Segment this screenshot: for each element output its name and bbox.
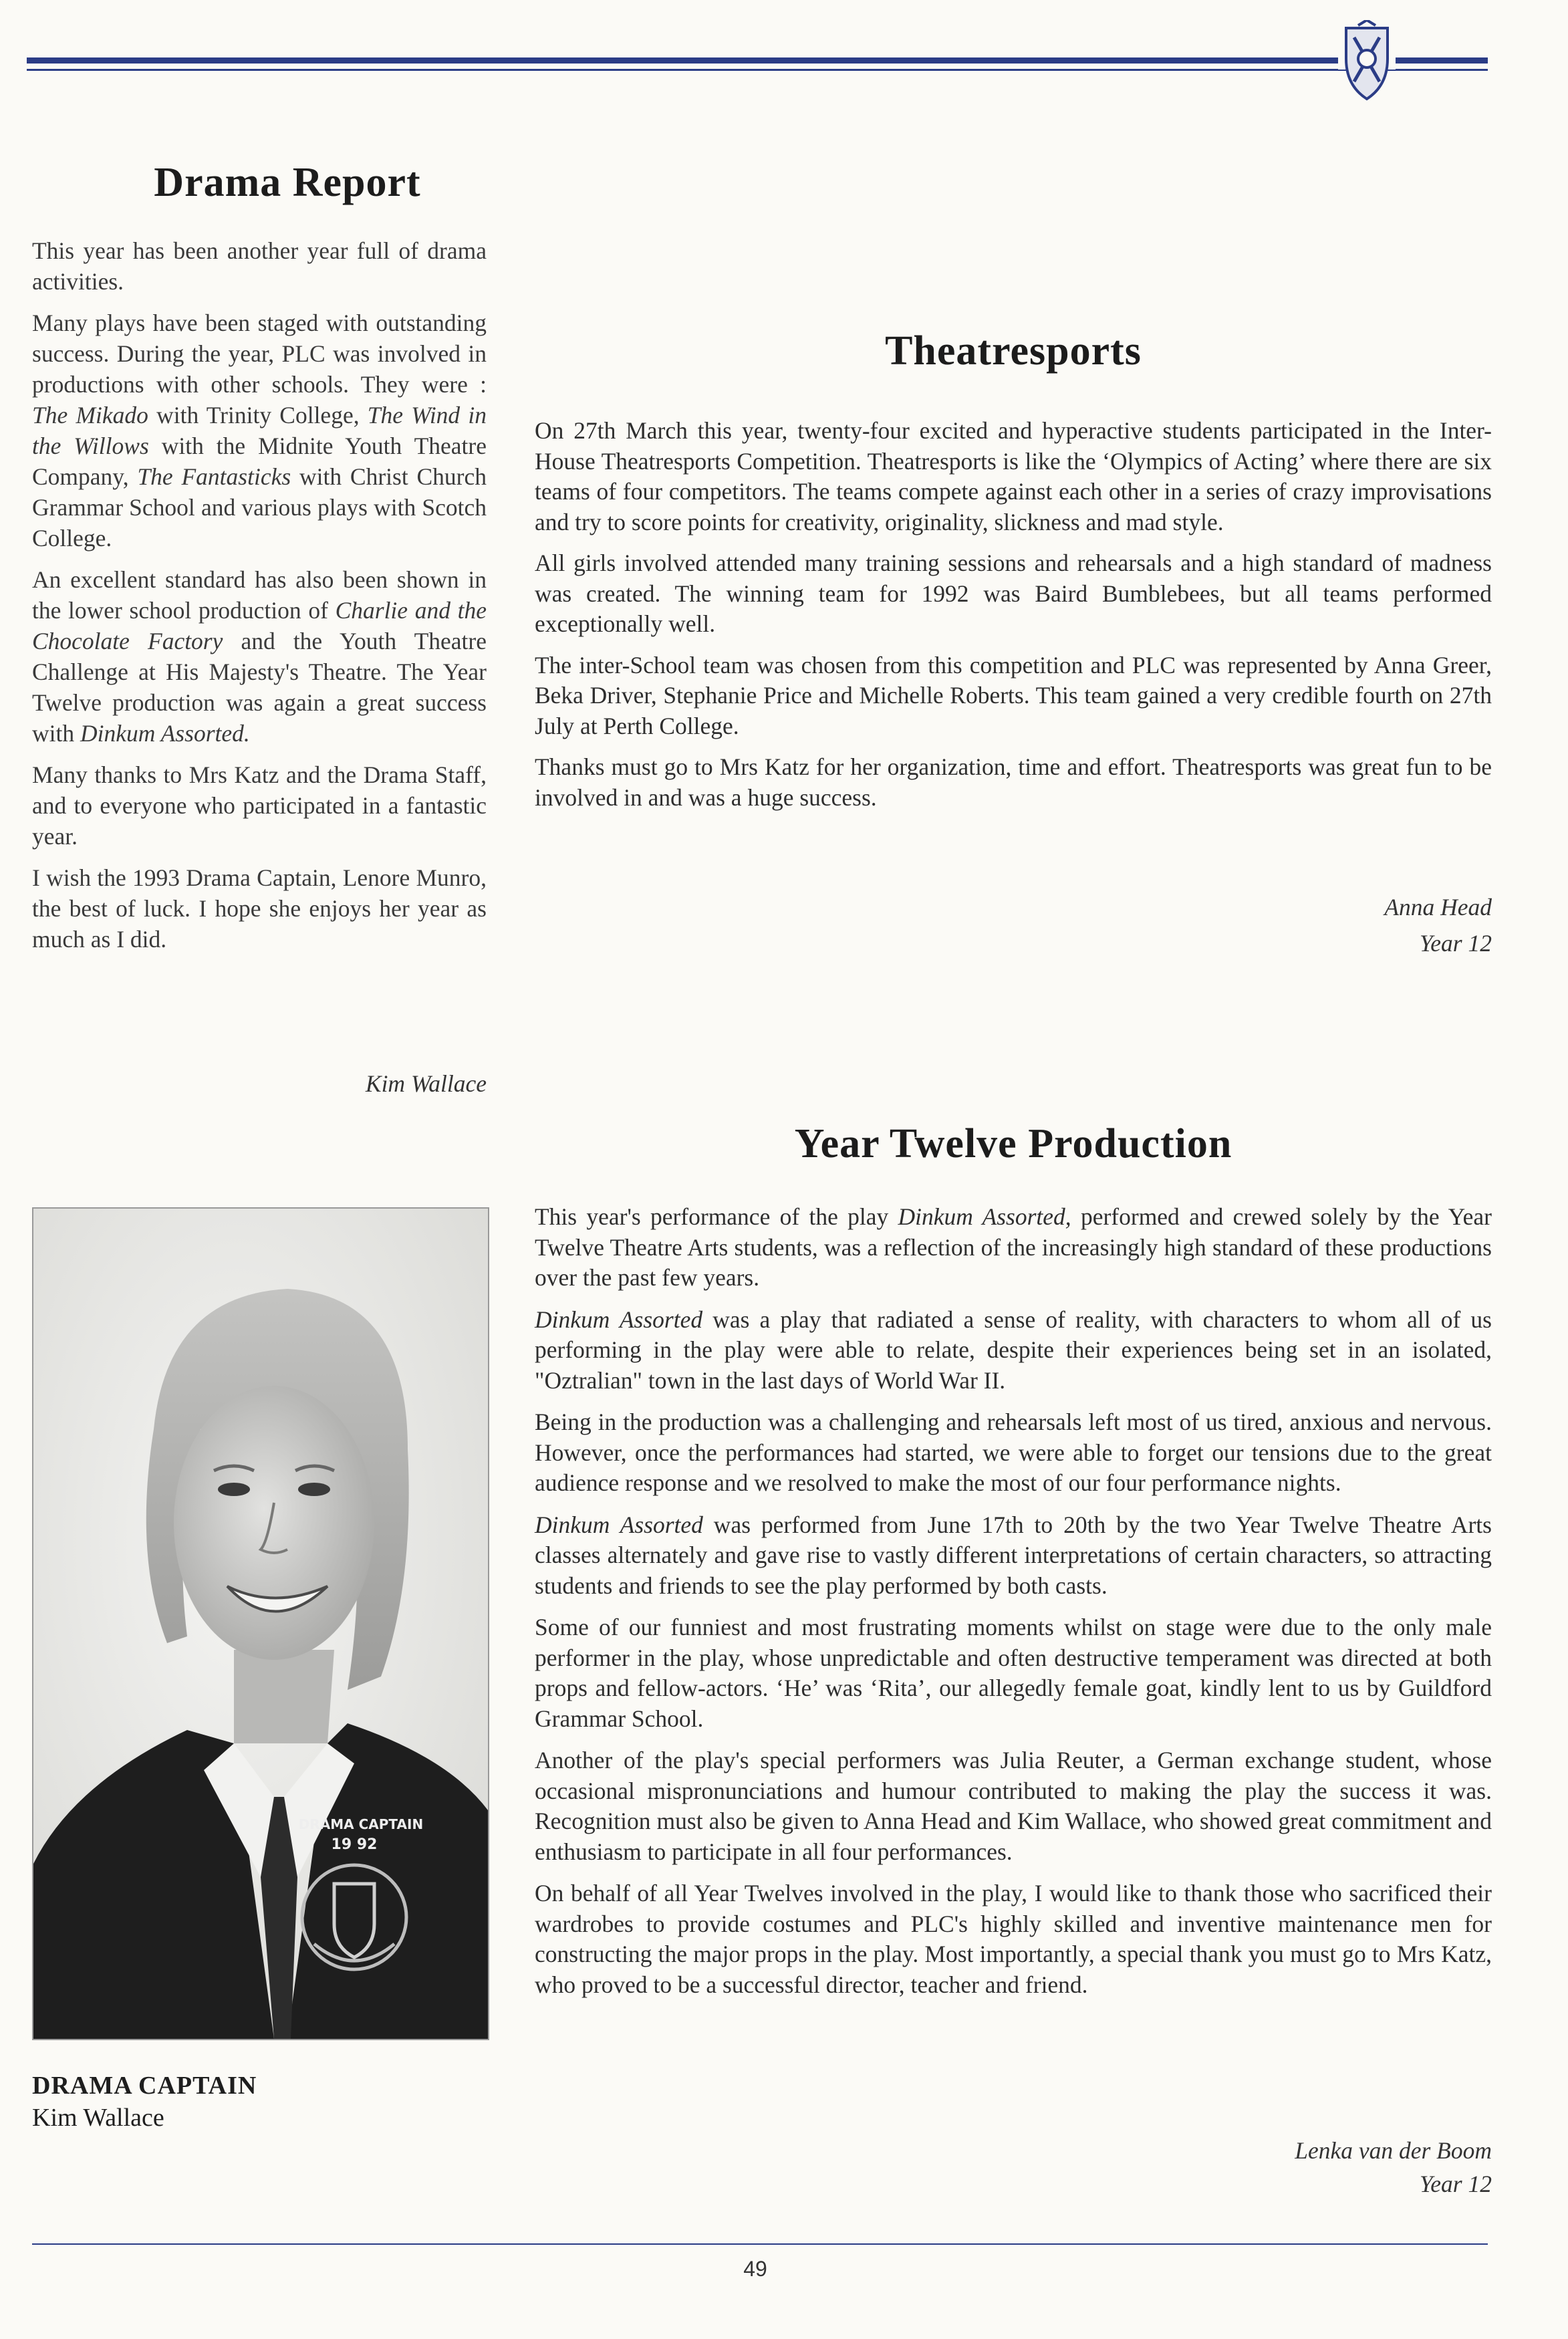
theatresports-author: Anna Head: [1384, 894, 1492, 920]
paragraph: This year's performance of the play Dinkum Assorted, performed and crewed solely by the Year Twelve Theatre Arts students, was a reflection of the increasingly high standard of these productions over the past few years.: [535, 1203, 1492, 1291]
paragraph: An excellent standard has also been shown in the lower school production of Charlie and the Chocolate Factory and the Youth Theatre Challenge at His Majesty's Theatre. The Year Twelve production was again a great success with Dinkum Assorted.: [32, 566, 487, 747]
paragraph: Dinkum Assorted was a play that radiated a sense of reality, with characters to whom all of us performing in the play were able to relate, despite their experiences being set in an isolated, "Oztralian" town in the last days of World War II.: [535, 1306, 1492, 1394]
header-rule-thick: [27, 57, 1488, 64]
paragraph: All girls involved attended many training sessions and rehearsals and a high standard of madness was created. The winning team for 1992 was Baird Bumblebees, but all teams performed exceptionally well.: [535, 549, 1492, 637]
year-twelve-signature: [1136, 2134, 1492, 2201]
year-twelve-author: Lenka van der Boom: [1295, 2137, 1492, 2164]
header-rule-thin: [27, 69, 1488, 71]
drama-report-body: [32, 235, 487, 965]
paragraph: Many thanks to Mrs Katz and the Drama Staff, and to everyone who participated in a fantastic year.: [32, 761, 487, 850]
paragraph: This year has been another year full of drama activities.: [32, 237, 487, 295]
paragraph: Many plays have been staged with outstanding success. During the year, PLC was involved in productions with other schools. They were : The Mikado with Trinity College, The Wind in the Willows with the Midnite Youth Theatre Company, The Fantasticks with Christ Church Grammar School and various plays with Scotch College.: [32, 310, 487, 551]
year-twelve-body: [535, 1202, 1492, 2011]
paragraph: I wish the 1993 Drama Captain, Lenore Munro, the best of luck. I hope she enjoys her year as much as I did.: [32, 864, 487, 953]
paragraph: Some of our funniest and most frustrating moments whilst on stage were due to the only male performer in the play, whose unpredictable and often destructive temperament was directed at both props and fellow-actors. ‘He’ was ‘Rita’, our allegedly female goat, kindly lent to us by Guildford Grammar School.: [535, 1614, 1492, 1732]
page-number: 49: [743, 2257, 767, 2281]
blazer-badge-line1: DRAMA CAPTAIN: [298, 1816, 424, 1832]
caption-name: Kim Wallace: [32, 2104, 164, 2132]
year-twelve-author-year: Year 12: [1419, 2171, 1492, 2197]
paragraph: Being in the production was a challenging and rehearsals left most of us tired, anxious and nervous. However, once the performances had started, we were able to forget our tensions due to the great audience response and we resolved to make the most of our four performance nights.: [535, 1408, 1492, 1496]
footer-rule: [32, 2243, 1488, 2245]
caption-title: DRAMA CAPTAIN: [32, 2072, 257, 2100]
paragraph: Dinkum Assorted was performed from June 17th to 20th by the two Year Twelve Theatre Arts classes alternately and gave rise to vastly different interpretations of certain characters, so attracting students and friends to see the play performed by both casts.: [535, 1511, 1492, 1599]
paragraph: On behalf of all Year Twelves involved in the play, I would like to thank those who sacrificed their wardrobes to provide costumes and PLC's highly skilled and inventive maintenance men for constructing the major props in the play. Most importantly, a special thank you must go to Mrs Katz, who proved to be a successful director, teacher and friend.: [535, 1880, 1492, 1998]
drama-captain-photo: [32, 1207, 489, 2040]
blazer-badge-line2: 19 92: [331, 1836, 378, 1853]
theatresports-signature: [1270, 889, 1492, 961]
theatresports-body: [535, 416, 1492, 824]
paragraph: On 27th March this year, twenty-four excited and hyperactive students participated in the Inter-House Theatresports Competition. Theatresports is like the ‘Olympics of Acting’ where there are six teams of four competitors. The teams compete against each other in a series of crazy improvisations and try to score points for creativity, originality, slickness and mad style.: [535, 417, 1492, 535]
drama-report-title: Drama Report: [154, 160, 421, 205]
drama-report-author: Kim Wallace: [365, 1070, 487, 1097]
paragraph: Thanks must go to Mrs Katz for her organization, time and effort. Theatresports was great fun to be involved in and was a huge success.: [535, 753, 1492, 811]
header-rule: [27, 57, 1488, 76]
paragraph: Another of the play's special performers was Julia Reuter, a German exchange student, whose occasional mispronunciations and humour contributed to making the play the success it was. Recognition must also be given to Anna Head and Kim Wallace, who showed great commitment and enthusiasm to participate in all four performances.: [535, 1747, 1492, 1865]
year-twelve-title: Year Twelve Production: [794, 1121, 1232, 1166]
photo-caption: [32, 2070, 487, 2134]
school-crest-icon: [1338, 20, 1396, 104]
theatresports-title: Theatresports: [885, 328, 1142, 374]
theatresports-author-year: Year 12: [1419, 930, 1492, 957]
paragraph: The inter-School team was chosen from this competition and PLC was represented by Anna Greer, Beka Driver, Stephanie Price and Michelle Roberts. This team gained a very credible fourth on 27th July at Perth College.: [535, 651, 1492, 739]
